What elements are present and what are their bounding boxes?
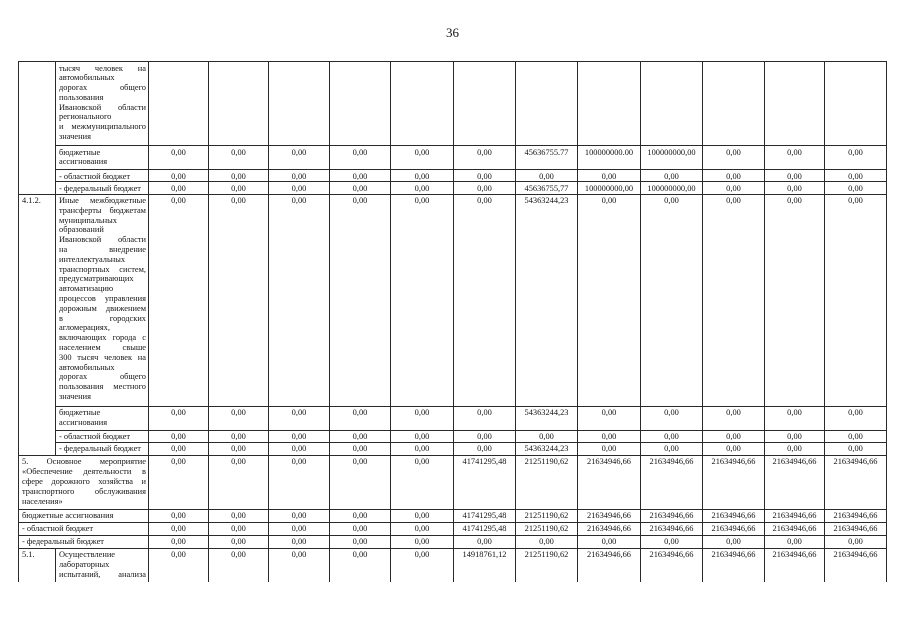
- value-cell: 21634946,66: [578, 548, 641, 582]
- row-label-line: - областной бюджет: [59, 432, 131, 442]
- value-cell: 0,00: [703, 430, 765, 442]
- row-label-line: автомобильных: [59, 362, 115, 372]
- row-label-line: трансферты бюджетам: [59, 205, 146, 215]
- value-cell: 0,00: [516, 535, 578, 548]
- row-label-cell: [56, 62, 149, 146]
- value-cell: 0,00: [578, 194, 641, 406]
- value-cell: 0,00: [209, 442, 269, 455]
- value-cell: 0,00: [703, 442, 765, 455]
- row-label-line: Иные межбюджетные: [59, 196, 146, 206]
- value-cell: 21251190,62: [516, 509, 578, 522]
- value-cell: 100000000,00: [641, 182, 703, 194]
- value-cell: 21634946,66: [825, 548, 887, 582]
- value-cell: 0,00: [765, 406, 825, 430]
- value-cell: 0,00: [269, 522, 330, 535]
- value-cell: [269, 62, 330, 146]
- value-cell: 21634946,66: [825, 522, 887, 535]
- row-label-line: лабораторных: [59, 560, 110, 570]
- row-label-line: пользования местного: [59, 382, 146, 392]
- row-label-cell: [19, 522, 149, 535]
- row-label-line: 300 тысяч человек на: [59, 352, 146, 362]
- value-cell: 0,00: [149, 442, 209, 455]
- value-cell: 0,00: [578, 535, 641, 548]
- row-label-cell: [19, 535, 149, 548]
- row-label-line: значения: [59, 132, 91, 142]
- row-label-line: автоматизацию: [59, 284, 114, 294]
- table-row: [19, 455, 887, 509]
- value-cell: 0,00: [209, 182, 269, 194]
- value-cell: 0,00: [269, 535, 330, 548]
- value-cell: 0,00: [454, 535, 516, 548]
- value-cell: 0,00: [454, 406, 516, 430]
- table-row: [19, 170, 887, 182]
- value-cell: 0,00: [825, 406, 887, 430]
- value-cell: 0,00: [454, 182, 516, 194]
- row-label-cell: [56, 182, 149, 194]
- value-cell: [703, 62, 765, 146]
- value-cell: 0,00: [269, 146, 330, 170]
- value-cell: 14918761,12: [454, 548, 516, 582]
- value-cell: 0,00: [149, 455, 209, 509]
- value-cell: 21634946,66: [703, 522, 765, 535]
- row-label-line: населения»: [22, 496, 63, 506]
- value-cell: 21634946,66: [765, 455, 825, 509]
- row-label-line: ассигнования: [59, 417, 108, 427]
- value-cell: 21634946,66: [825, 455, 887, 509]
- value-cell: 0,00: [825, 535, 887, 548]
- row-label-line: агломерациях,: [59, 323, 110, 333]
- value-cell: 21634946,66: [578, 509, 641, 522]
- table-row: [19, 535, 887, 548]
- row-number-cell: 4.1.2.: [19, 194, 56, 455]
- value-cell: 100000000,00: [641, 146, 703, 170]
- value-cell: 0,00: [269, 182, 330, 194]
- value-cell: 0,00: [765, 182, 825, 194]
- value-cell: [641, 62, 703, 146]
- value-cell: 0,00: [578, 430, 641, 442]
- row-label-cell: [56, 442, 149, 455]
- value-cell: 21634946,66: [578, 455, 641, 509]
- value-cell: 0,00: [149, 522, 209, 535]
- value-cell: 0,00: [641, 194, 703, 406]
- value-cell: 21251190,62: [516, 522, 578, 535]
- row-label-line: Ивановской области: [59, 235, 146, 245]
- value-cell: 21634946,66: [703, 548, 765, 582]
- value-cell: 0,00: [391, 194, 454, 406]
- value-cell: 21634946,66: [703, 509, 765, 522]
- value-cell: 0,00: [330, 170, 391, 182]
- row-label-cell: [56, 170, 149, 182]
- value-cell: 0,00: [209, 548, 269, 582]
- row-label-cell: [56, 406, 149, 430]
- row-label-line: процессов управления: [59, 294, 146, 304]
- value-cell: 0,00: [703, 406, 765, 430]
- value-cell: 0,00: [516, 430, 578, 442]
- row-label-line: интеллектуальных: [59, 254, 126, 264]
- row-label-line: испытаний, анализа: [59, 569, 146, 579]
- value-cell: 0,00: [269, 455, 330, 509]
- table-row: [19, 522, 887, 535]
- value-cell: 0,00: [149, 535, 209, 548]
- row-label-line: Осуществление: [59, 550, 116, 560]
- value-cell: 21634946,66: [765, 522, 825, 535]
- value-cell: 0,00: [765, 170, 825, 182]
- row-label-line: включающих города с: [59, 333, 146, 343]
- value-cell: 21634946,66: [825, 509, 887, 522]
- value-cell: 0,00: [703, 182, 765, 194]
- value-cell: 0,00: [209, 535, 269, 548]
- budget-table: [18, 61, 887, 582]
- row-label-cell: [56, 194, 149, 406]
- value-cell: 21251190,62: [516, 455, 578, 509]
- value-cell: 0,00: [209, 170, 269, 182]
- row-label-line: - федеральный бюджет: [59, 444, 141, 454]
- row-label-line: тысяч человек на: [59, 63, 146, 73]
- value-cell: 21634946,66: [765, 509, 825, 522]
- row-label-line: муниципальных: [59, 215, 117, 225]
- row-label-line: образований: [59, 225, 104, 235]
- page-number: 36: [446, 25, 459, 40]
- value-cell: 54363244,23: [516, 442, 578, 455]
- value-cell: 0,00: [330, 509, 391, 522]
- value-cell: 21634946,66: [578, 522, 641, 535]
- value-cell: 0,00: [391, 170, 454, 182]
- value-cell: 0,00: [391, 406, 454, 430]
- value-cell: 45636755.77: [516, 146, 578, 170]
- value-cell: 0,00: [454, 146, 516, 170]
- value-cell: 0,00: [516, 170, 578, 182]
- value-cell: 0,00: [578, 170, 641, 182]
- row-label-line: регионального: [59, 112, 112, 122]
- row-label-line: дорогах общего: [59, 372, 146, 382]
- value-cell: 0,00: [703, 194, 765, 406]
- value-cell: 0,00: [641, 535, 703, 548]
- row-label-line: бюджетные: [59, 147, 101, 157]
- row-label-line: в городских: [59, 313, 146, 323]
- row-label-cell: [56, 548, 149, 582]
- value-cell: 0,00: [209, 406, 269, 430]
- value-cell: 0,00: [330, 522, 391, 535]
- row-label-line: транспортных систем,: [59, 264, 146, 274]
- value-cell: 0,00: [703, 146, 765, 170]
- row-label-line: сфере дорожного хозяйства и: [22, 476, 146, 486]
- row-label-cell: [19, 509, 149, 522]
- value-cell: 0,00: [269, 442, 330, 455]
- row-label-cell: [56, 430, 149, 442]
- value-cell: 0,00: [765, 430, 825, 442]
- value-cell: [825, 62, 887, 146]
- value-cell: 0,00: [149, 406, 209, 430]
- table-row: [19, 182, 887, 194]
- value-cell: 0,00: [391, 182, 454, 194]
- value-cell: 0,00: [149, 182, 209, 194]
- row-label-cell: [56, 146, 149, 170]
- value-cell: 0,00: [391, 146, 454, 170]
- row-label-line: населением свыше: [59, 343, 146, 353]
- value-cell: [149, 62, 209, 146]
- value-cell: 0,00: [330, 455, 391, 509]
- value-cell: 41741295,48: [454, 455, 516, 509]
- value-cell: 0,00: [391, 509, 454, 522]
- value-cell: 0,00: [269, 170, 330, 182]
- row-label-line: на внедрение: [59, 245, 146, 255]
- value-cell: 0,00: [209, 430, 269, 442]
- row-label-line: автомобильных: [59, 73, 115, 83]
- value-cell: 21634946,66: [703, 455, 765, 509]
- row-label-line: значения: [59, 392, 91, 402]
- row-label-cell: [19, 455, 149, 509]
- value-cell: 54363244,23: [516, 194, 578, 406]
- value-cell: 0,00: [825, 194, 887, 406]
- value-cell: 0,00: [391, 535, 454, 548]
- table-row: [19, 62, 887, 146]
- value-cell: 0,00: [454, 170, 516, 182]
- value-cell: 0,00: [330, 535, 391, 548]
- row-label-line: транспортного обслуживания: [22, 486, 146, 496]
- value-cell: 0,00: [765, 146, 825, 170]
- value-cell: 0,00: [765, 535, 825, 548]
- value-cell: 0,00: [641, 170, 703, 182]
- row-label-line: пользования: [59, 92, 104, 102]
- value-cell: 41741295,48: [454, 509, 516, 522]
- value-cell: 21634946,66: [641, 455, 703, 509]
- value-cell: 0,00: [578, 442, 641, 455]
- table-row: [19, 146, 887, 170]
- value-cell: [391, 62, 454, 146]
- value-cell: 0,00: [330, 442, 391, 455]
- value-cell: 0,00: [825, 430, 887, 442]
- table-row: [19, 442, 887, 455]
- value-cell: 0,00: [269, 548, 330, 582]
- value-cell: 0,00: [391, 548, 454, 582]
- value-cell: [765, 62, 825, 146]
- row-number-cell: 5.1.: [19, 548, 56, 582]
- value-cell: 0,00: [825, 170, 887, 182]
- value-cell: 100000000,00: [578, 182, 641, 194]
- table-row: [19, 406, 887, 430]
- value-cell: 45636755,77: [516, 182, 578, 194]
- value-cell: [578, 62, 641, 146]
- value-cell: 0,00: [578, 406, 641, 430]
- budget-table-body: [19, 62, 887, 583]
- value-cell: 0,00: [330, 430, 391, 442]
- value-cell: 0,00: [269, 430, 330, 442]
- value-cell: 0,00: [703, 170, 765, 182]
- value-cell: 0,00: [703, 535, 765, 548]
- value-cell: 0,00: [269, 509, 330, 522]
- value-cell: 0,00: [391, 455, 454, 509]
- value-cell: 0,00: [269, 406, 330, 430]
- value-cell: 0,00: [641, 406, 703, 430]
- table-row: [19, 548, 887, 582]
- value-cell: [454, 62, 516, 146]
- value-cell: 0,00: [149, 509, 209, 522]
- row-label-line: - областной бюджет: [59, 171, 131, 181]
- value-cell: 0,00: [454, 194, 516, 406]
- row-label-line: предусматривающих: [59, 274, 134, 284]
- value-cell: 0,00: [765, 442, 825, 455]
- row-label-line: - федеральный бюджет: [22, 537, 104, 547]
- row-label-line: «Обеспечение деятельности в: [22, 467, 146, 477]
- table-row: [19, 430, 887, 442]
- value-cell: 0,00: [454, 430, 516, 442]
- value-cell: 0,00: [825, 182, 887, 194]
- value-cell: 0,00: [330, 146, 391, 170]
- value-cell: 0,00: [149, 170, 209, 182]
- value-cell: 0,00: [641, 442, 703, 455]
- row-label-line: бюджетные: [59, 408, 101, 418]
- value-cell: 0,00: [209, 522, 269, 535]
- row-number-cell: [19, 62, 56, 195]
- table-row: [19, 194, 887, 406]
- table-row: [19, 509, 887, 522]
- value-cell: 0,00: [825, 146, 887, 170]
- row-label-line: ассигнования: [59, 157, 108, 167]
- value-cell: 21251190,62: [516, 548, 578, 582]
- value-cell: 0,00: [825, 442, 887, 455]
- value-cell: 0,00: [149, 430, 209, 442]
- row-label-line: дорожным движением: [59, 303, 146, 313]
- row-label-line: дорогах общего: [59, 83, 146, 93]
- value-cell: 0,00: [269, 194, 330, 406]
- value-cell: 0,00: [391, 430, 454, 442]
- value-cell: 21634946,66: [641, 509, 703, 522]
- value-cell: 0,00: [209, 509, 269, 522]
- value-cell: 0,00: [330, 548, 391, 582]
- value-cell: 0,00: [149, 146, 209, 170]
- row-label-line: и межмуниципального: [59, 122, 146, 132]
- row-label-line: бюджетные ассигнования: [22, 511, 114, 521]
- value-cell: 0,00: [330, 406, 391, 430]
- value-cell: [516, 62, 578, 146]
- value-cell: 54363244,23: [516, 406, 578, 430]
- value-cell: 100000000.00: [578, 146, 641, 170]
- value-cell: 41741295,48: [454, 522, 516, 535]
- value-cell: 0,00: [209, 146, 269, 170]
- value-cell: 0,00: [209, 194, 269, 406]
- value-cell: 0,00: [391, 442, 454, 455]
- value-cell: 0,00: [641, 430, 703, 442]
- value-cell: 21634946,66: [641, 522, 703, 535]
- row-label-line: Ивановской области: [59, 102, 146, 112]
- value-cell: 0,00: [330, 194, 391, 406]
- value-cell: 0,00: [149, 194, 209, 406]
- value-cell: 0,00: [209, 455, 269, 509]
- value-cell: 0,00: [391, 522, 454, 535]
- value-cell: 0,00: [454, 442, 516, 455]
- row-label-line: - областной бюджет: [22, 524, 94, 534]
- value-cell: 0,00: [330, 182, 391, 194]
- value-cell: [330, 62, 391, 146]
- row-label-line: - федеральный бюджет: [59, 183, 141, 193]
- value-cell: 0,00: [149, 548, 209, 582]
- value-cell: 21634946,66: [641, 548, 703, 582]
- row-label-line: 5. Основное мероприятие: [22, 457, 146, 467]
- value-cell: 21634946,66: [765, 548, 825, 582]
- value-cell: [209, 62, 269, 146]
- value-cell: 0,00: [765, 194, 825, 406]
